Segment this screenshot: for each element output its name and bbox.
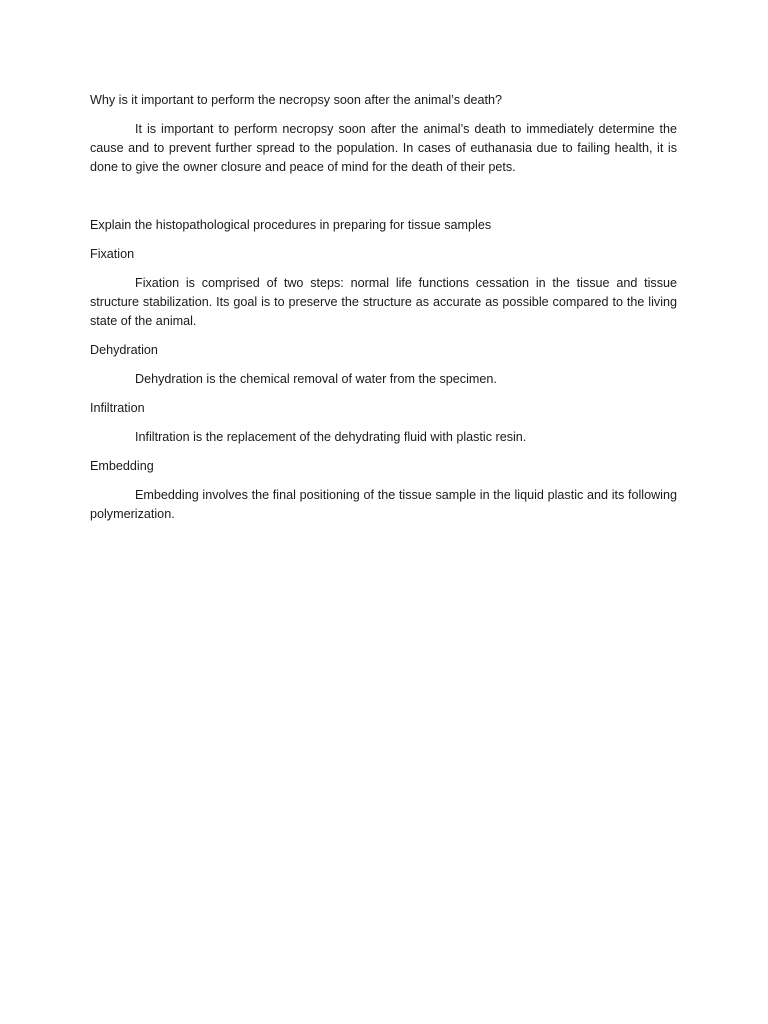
fixation-heading: Fixation [90, 247, 135, 261]
fixation-text: Fixation is comprised of two steps: normal life functions cessation in the tissue and tissue structure stabilization. Its goal is to preserve the structure as accurate as possible compared to the living state of the animal. [90, 276, 677, 328]
dehydration-text: Dehydration is the chemical removal of water from the specimen. [135, 372, 497, 386]
document-page [90, 91, 677, 534]
section-spacer [90, 187, 677, 216]
dehydration-heading: Dehydration [90, 343, 158, 357]
question-1-answer: It is important to perform necropsy soon after the animal’s death to immediately determine the cause and to prevent further spread to the population. In cases of euthanasia due to failing health, it is done to give the owner closure and peace of mind for the death of their pets. [90, 122, 677, 174]
infiltration-text: Infiltration is the replacement of the dehydrating fluid with plastic resin. [135, 430, 527, 444]
embedding-text: Embedding involves the final positioning of the tissue sample in the liquid plastic and its following polymerization. [90, 488, 677, 521]
question-1-prompt: Why is it important to perform the necropsy soon after the animal’s death? [90, 93, 503, 107]
question-2-prompt: Explain the histopathological procedures in preparing for tissue samples [90, 218, 492, 232]
embedding-heading: Embedding [90, 459, 154, 473]
infiltration-heading: Infiltration [90, 401, 145, 415]
